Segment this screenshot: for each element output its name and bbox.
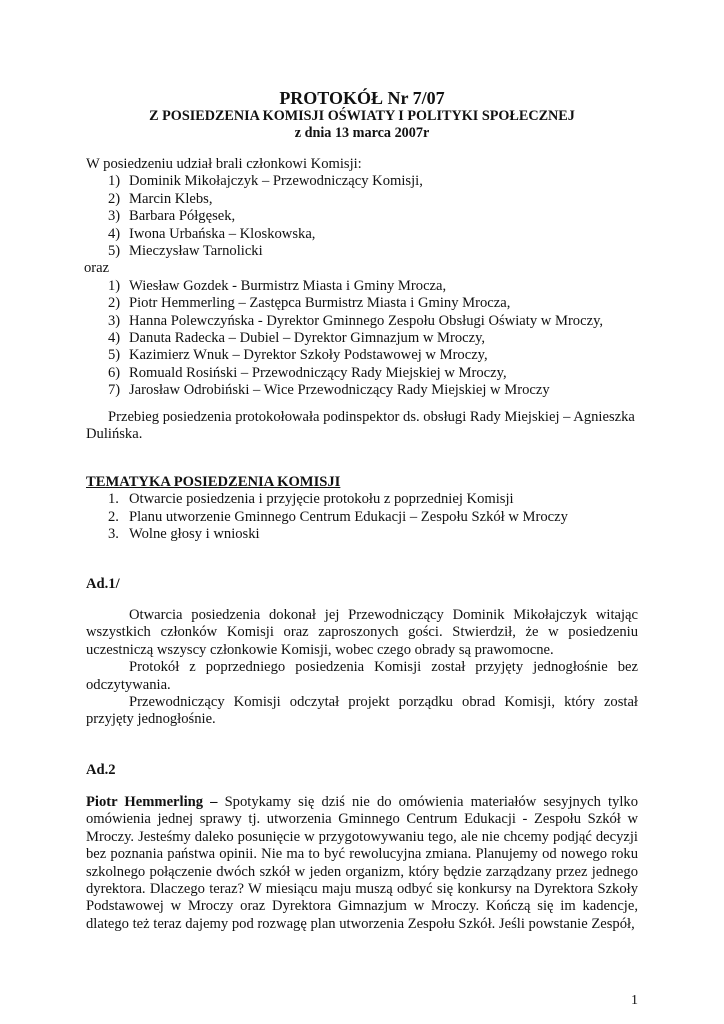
document-date: z dnia 13 marca 2007r: [294, 125, 430, 141]
agenda-list: [86, 491, 638, 543]
minutes-line-2: Dulińska.: [86, 426, 143, 443]
ad1-heading-text: Ad.1/: [86, 576, 120, 592]
ad1-section: [86, 607, 638, 729]
list-item: 5) Kazimierz Wnuk – Dyrektor Szkoły Podstawowej w Mroczy,: [108, 347, 488, 364]
agenda-section: [86, 474, 638, 544]
list-item: 4) Danuta Radecka – Dubiel – Dyrektor Gimnazjum w Mroczy,: [108, 330, 486, 347]
document-title: PROTOKÓŁ Nr 7/07: [279, 88, 445, 108]
list-item: 4) Iwona Urbańska – Kloskowska,: [108, 225, 316, 242]
minutes-line-1: Przebieg posiedzenia protokołowała podinspektor ds. obsługi Rady Miejskiej – Agnieszka: [108, 409, 635, 425]
list-item: 7) Jarosław Odrobiński – Wice Przewodniczący Rady Miejskiej w Mroczy: [108, 382, 550, 399]
ad2-paragraph: [86, 794, 638, 933]
document-header: [0, 88, 724, 142]
members-list: [86, 173, 638, 260]
guests-list: [86, 278, 638, 400]
list-item: 1) Wiesław Gozdek - Burmistrz Miasta i Gminy Mrocza,: [108, 277, 447, 294]
list-item: 3) Hanna Polewczyńska - Dyrektor Gminnego Zespołu Obsługi Oświaty w Mroczy,: [108, 312, 604, 329]
list-item: 1) Dominik Mikołajczyk – Przewodniczący Komisji,: [108, 173, 423, 190]
ad1-paragraph-3: Przewodniczący Komisji odczytał projekt porządku obrad Komisji, który został przyjęty jednogłośnie.: [86, 694, 638, 728]
list-item: 2) Piotr Hemmerling – Zastępca Burmistrz Miasta i Gminy Mrocza,: [108, 295, 511, 312]
ad1-heading: [86, 576, 638, 593]
document-subtitle: Z POSIEDZENIA KOMISJI OŚWIATY I POLITYKI SPOŁECZNEJ: [149, 108, 575, 124]
attendance-section: [86, 156, 638, 400]
list-item: 2) Marcin Klebs,: [108, 190, 213, 207]
ad2-text: Spotykamy się dziś nie do omówienia materiałów sesyjnych tylko omówienia jednej sprawy tj. utworzenia Gminnego Centrum Edukacji - Zespołu Szkół w Mroczy. Jesteśmy daleko posunięcie w przygotowywaniu tego, ale nie chcemy podjąć decyzji bez poznania państwa opinii. Nie ma to być rewolucyjna zmiana. Planujemy od nowego roku szkolnego połączenie dwóch szkół w jeden organizm, który będzie zarządzany przez jednego dyrektora. Dlaczego teraz? W miesiącu maju muszą odbyć się konkursy na Dyrektora Szkoły Podstawowej w Mroczy oraz Dyrektora Gimnazjum w Mroczy. Kończą się im kadencje, dlatego też teraz dajemy pod rozwagę plan utworzenia Zespołu Szkół. Jeśli powstanie Zespół,: [86, 794, 638, 932]
minutes-paragraph: [86, 409, 638, 444]
list-item: 1. Otwarcie posiedzenia i przyjęcie protokołu z poprzedniej Komisji: [108, 491, 514, 508]
ad2-section: [86, 794, 638, 933]
list-item: 6) Romuald Rosiński – Przewodniczący Rady Miejskiej w Mroczy,: [108, 364, 507, 381]
ad2-heading: [86, 762, 638, 779]
ad1-paragraph-1: Otwarcia posiedzenia dokonał jej Przewodniczący Dominik Mikołajczyk witając wszystkich członków Komisji oraz zaproszonych gości. Stwierdził, że w posiedzeniu uczestniczą wszyscy członkowie Komisji, wobec czego obrady są prawomocne.: [86, 607, 638, 658]
oraz-label: oraz: [84, 260, 110, 277]
attendance-intro: W posiedzeniu udział brali członkowi Komisji:: [86, 156, 362, 172]
agenda-heading: TEMATYKA POSIEDZENIA KOMISJI: [86, 474, 341, 490]
list-item: 5) Mieczysław Tarnolicki: [108, 243, 263, 260]
ad1-paragraph-2: Protokół z poprzedniego posiedzenia Komisji został przyjęty jednogłośnie bez odczytywania.: [86, 659, 638, 693]
list-item: 3. Wolne głosy i wnioski: [108, 526, 260, 543]
speaker-name: Piotr Hemmerling –: [86, 794, 218, 810]
ad2-heading-text: Ad.2: [86, 762, 116, 778]
list-item: 3) Barbara Półgęsek,: [108, 208, 236, 225]
list-item: 2. Planu utworzenie Gminnego Centrum Edukacji – Zespołu Szkół w Mroczy: [108, 508, 568, 525]
page-number: 1: [631, 993, 638, 1008]
